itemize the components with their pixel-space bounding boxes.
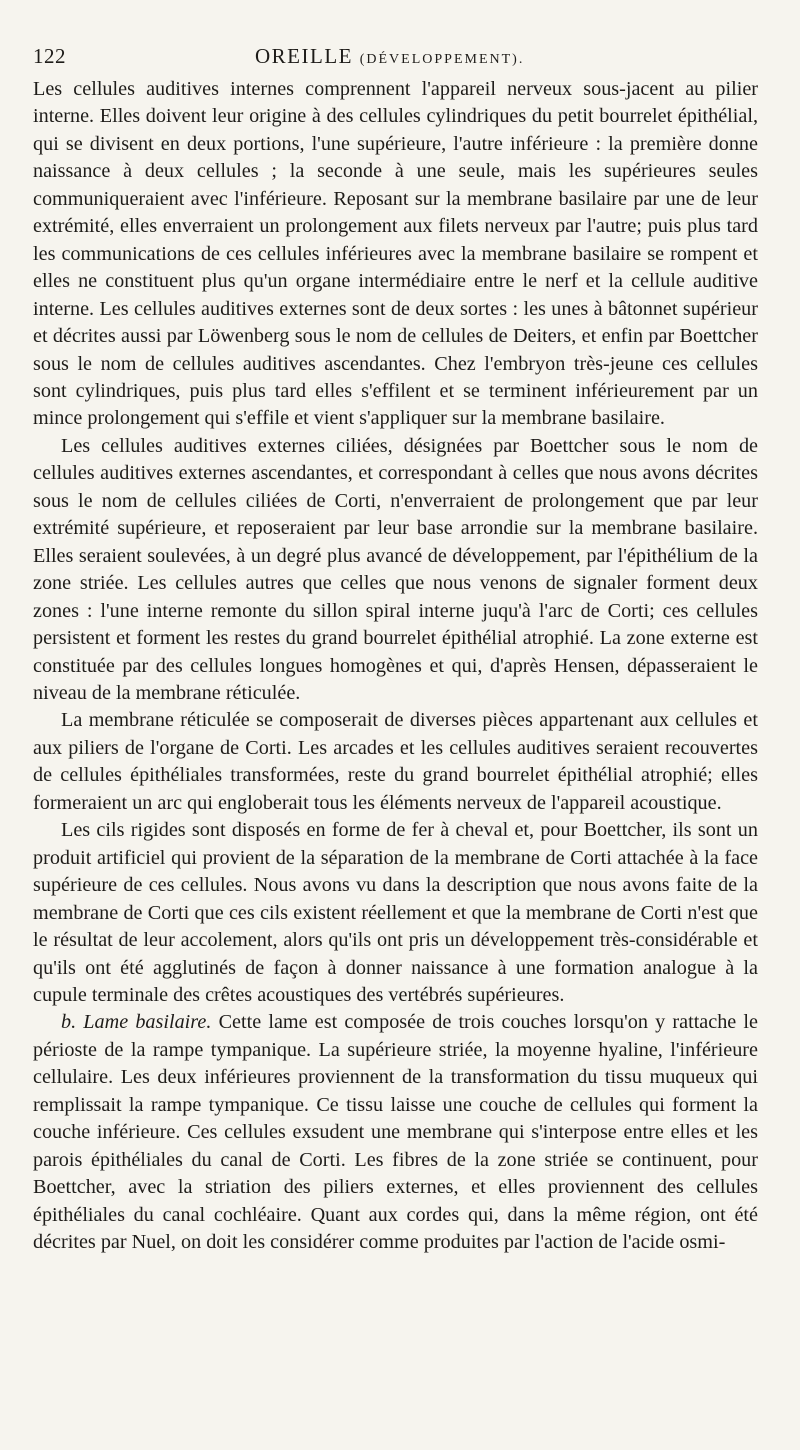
paragraph [33, 707, 758, 817]
running-title-sub: (DÉVELOPPEMENT). [359, 52, 525, 67]
paragraph-text: Les cellules auditives internes comprennent l'appareil nerveux sous-jacent au pilier interne. Elles doivent leur origine à des cellules cylindriques du petit bourrelet épithélial, qui se divisent en deux portions, l'une supérieure, l'autre inférieure : la première donne naissance à deux cellules ; la seconde à une seule, mais les supérieures seules communiqueraient avec l'inférieure. Reposant sur la membrane basilaire par une de leur extrémité, elles enverraient un prolongement aux filets nerveux par l'autre; puis plus tard les communications de ces cellules inférieures avec la membrane basilaire se rompent et elles ne constituent plus qu'un organe intermédiaire entre le nerf et la cellule auditive interne. Les cellules auditives externes sont de deux sortes : les unes à bâtonnet supérieur et décrites aussi par Löwenberg sous le nom de cellules de Deiters, et enfin par Boettcher sous le nom de cellules auditives ascendantes. Chez l'embryon très-jeune ces cellules sont cylindriques, puis plus tard elles s'effilent et se terminent inférieurement par un mince prolongement qui s'effile et vient s'appliquer sur la membrane basilaire. [33, 78, 758, 430]
paragraph-text: Cette lame est composée de trois couches lorsqu'on y rattache le périoste de la rampe tympanique. La supérieure striée, la moyenne hyaline, l'inférieure cellulaire. Les deux inférieures proviennent de la transformation du tissu muqueux qui remplissait la rampe tympanique. Ce tissu laisse une couche de cellules qui forment la couche inférieure. Ces cellules exsudent une membrane qui s'interpose entre elles et les parois épithéliales du canal de Corti. Les fibres de la zone striée se continuent, pour Boettcher, avec la striation des piliers externes, et elles proviennent des cellules épithéliales du canal cochléaire. Quant aux cordes qui, dans la même région, ont été décrites par Nuel, on doit les considérer comme produites par l'action de l'acide osmi- [33, 1011, 759, 1254]
paragraph [33, 817, 758, 1009]
paragraph [33, 1009, 758, 1256]
paragraph-text: La membrane réticulée se composerait de diverses pièces appartenant aux cellules et aux piliers de l'organe de Corti. Les arcades et les cellules auditives seraient recouvertes de cellules épithéliales transformées, reste du grand bourrelet épithélial atrophié; elles formeraient un arc qui engloberait tous les éléments nerveux de l'appareil acoustique. [33, 709, 758, 814]
running-title-main: OREILLE [255, 44, 353, 68]
running-header [33, 36, 758, 76]
paragraph-text: Les cils rigides sont disposés en forme de fer à cheval et, pour Boettcher, ils sont un produit artificiel qui provient de la séparation de la membrane de Corti attachée à la face supérieure de ces cellules. Nous avons vu dans la description que nous avons faite de la membrane de Corti que ces cils existent réellement et que la membrane de Corti n'est que le résultat de leur accolement, alors qu'ils ont pris un développement très-considérable et qu'ils ont été agglutinés de façon à donner naissance à une formation analogue à la cupule terminale des crêtes acoustiques des vertébrés supérieures. [33, 819, 758, 1006]
running-title [255, 44, 524, 69]
paragraph-text: Les cellules auditives externes ciliées, désignées par Boettcher sous le nom de cellules auditives externes ascendantes, et correspondant à celles que nous avons décrites sous le nom de cellules ciliées de Corti, n'enverraient de prolongement que par leur extrémité supérieure, et reposeraient par leur base arrondie sur la membrane basilaire. Elles seraient soulevées, à un degré plus avancé de développement, par l'épithélium de la zone striée. Les cellules autres que celles que nous venons de signaler forment deux zones : l'une interne remonte du sillon spiral interne juqu'à l'arc de Corti; ces cellules persistent et forment les restes du grand bourrelet épithélial atrophié. La zone externe est constituée par des cellules longues homogènes et qui, d'après Hensen, dépasseraient le niveau de la membrane réticulée. [33, 434, 758, 704]
section-heading: b. Lame basilaire. [61, 1011, 212, 1034]
page-number: 122 [33, 44, 66, 68]
paragraph [33, 433, 758, 708]
paragraph [33, 76, 758, 433]
body-text [33, 76, 758, 1256]
